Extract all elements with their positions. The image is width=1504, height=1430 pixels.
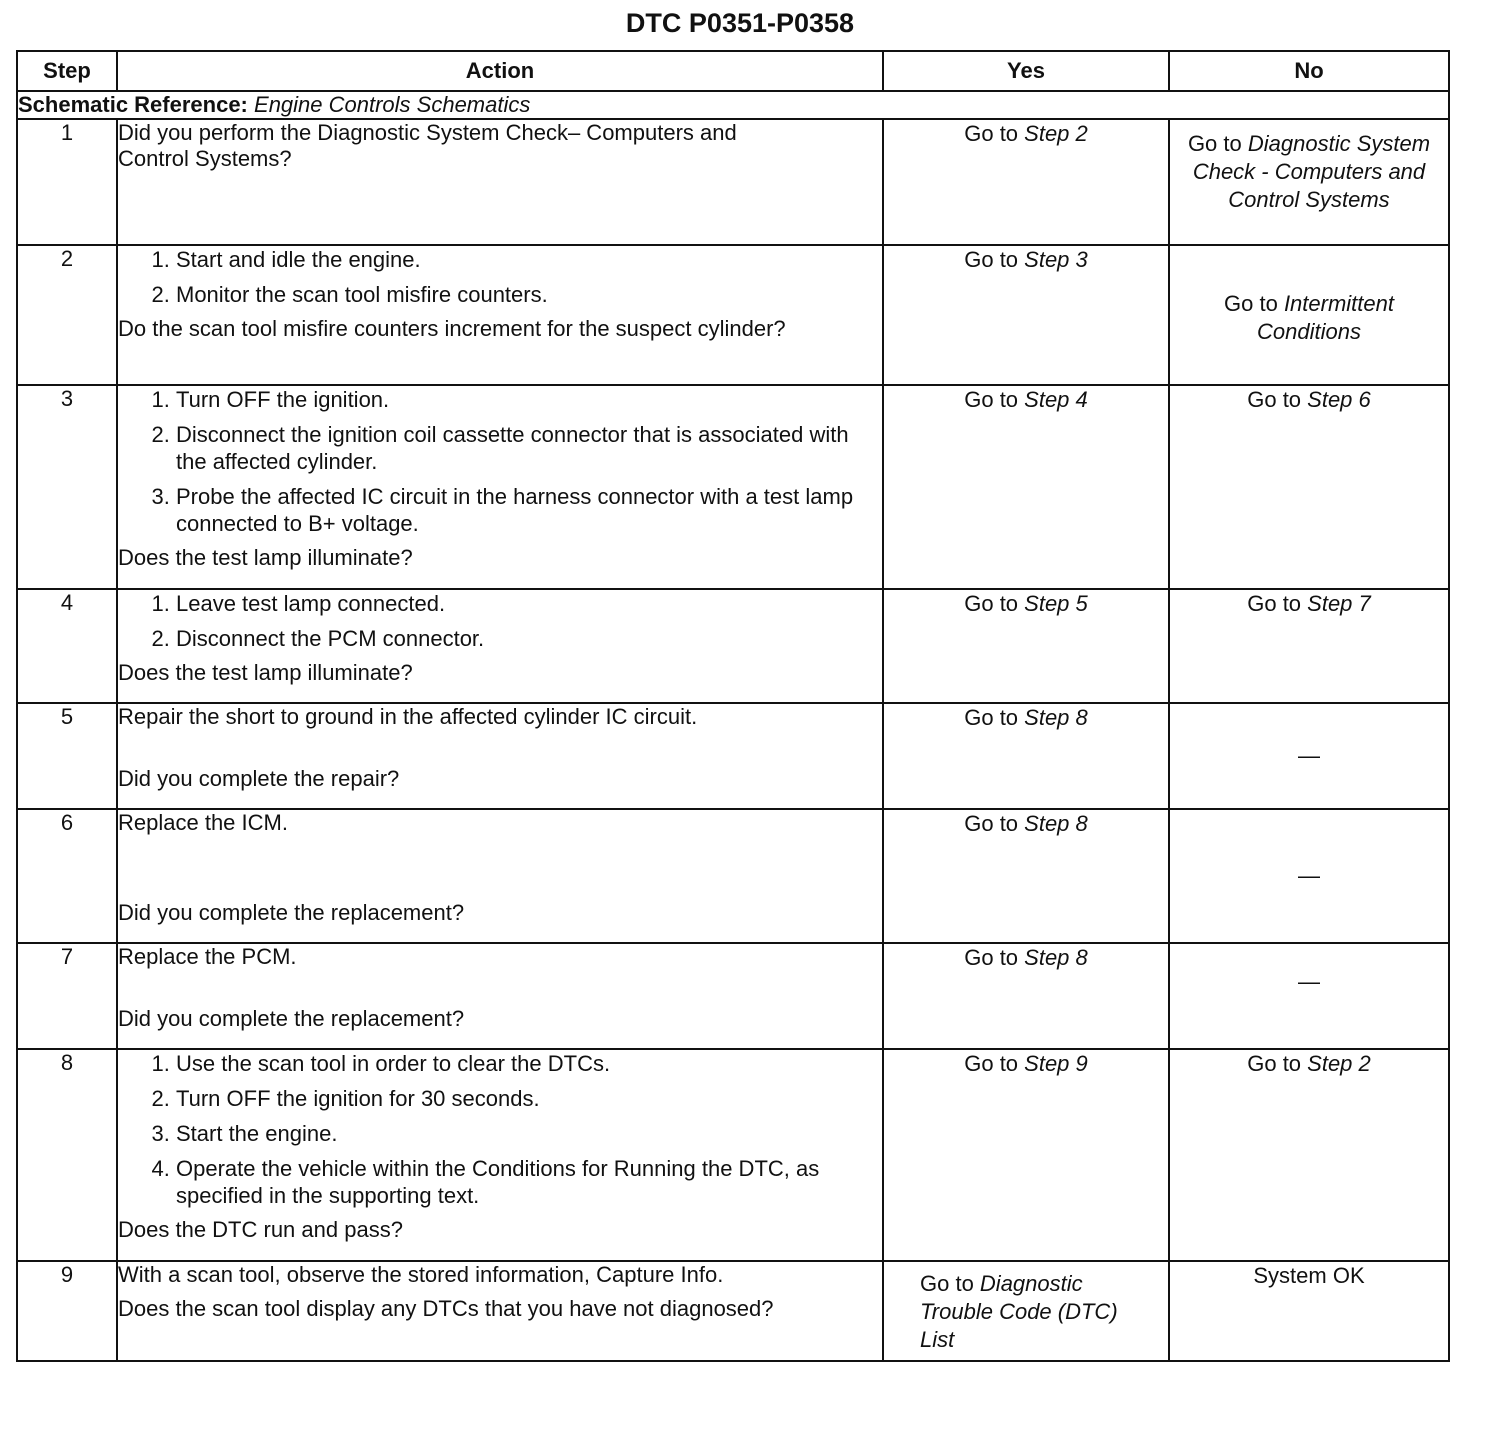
step-number: 5: [17, 703, 117, 809]
header-no: No: [1169, 51, 1449, 91]
yes-cell: [883, 943, 1169, 1049]
action-steps: [118, 590, 882, 652]
action-step: 1. Leave test lamp connected.: [176, 590, 882, 617]
no-cell: [1169, 589, 1449, 703]
table-row: [17, 703, 1449, 809]
table-row: [17, 119, 1449, 245]
action-question: Does the test lamp illuminate?: [118, 545, 413, 570]
yes-target: Step 4: [1024, 387, 1088, 412]
action-text: With a scan tool, observe the stored information, Capture Info.: [118, 1262, 724, 1287]
page-title: DTC P0351-P0358: [625, 8, 855, 38]
yes-prefix: Go to: [964, 591, 1025, 616]
action-question: Did you complete the repair?: [118, 766, 400, 791]
yes-prefix: Go to: [964, 387, 1025, 412]
yes-cell: [883, 589, 1169, 703]
step-number: 6: [17, 809, 117, 943]
action-cell: [117, 1261, 883, 1361]
yes-cell: [883, 703, 1169, 809]
action-cell: [117, 703, 883, 809]
no-cell: [1169, 119, 1449, 245]
table-row: [17, 943, 1449, 1049]
action-cell: [117, 119, 883, 245]
action-cell: [117, 943, 883, 1049]
table-row: [17, 1049, 1449, 1261]
action-question: Did you complete the replacement?: [118, 1006, 465, 1031]
action-text: Replace the ICM.: [118, 810, 288, 835]
yes-prefix: Go to: [964, 1051, 1025, 1076]
no-prefix: Go to: [1247, 387, 1308, 412]
schematic-reference-link: Engine Controls Schematics: [254, 92, 531, 117]
action-cell: [117, 589, 883, 703]
step-number: 9: [17, 1261, 117, 1361]
dtc-table: [16, 50, 1450, 1362]
yes-cell: [883, 385, 1169, 589]
schematic-reference: [17, 91, 1449, 119]
schematic-reference-label: Schematic Reference:: [18, 92, 248, 117]
yes-prefix: Go to: [964, 945, 1025, 970]
action-question: Does the DTC run and pass?: [118, 1217, 403, 1242]
yes-cell: [883, 1049, 1169, 1261]
header-yes: Yes: [883, 51, 1169, 91]
no-prefix: Go to: [1247, 591, 1308, 616]
action-cell: [117, 809, 883, 943]
action-step: 1. Use the scan tool in order to clear the DTCs.: [176, 1050, 882, 1077]
no-cell: —: [1169, 809, 1449, 943]
step-number: 7: [17, 943, 117, 1049]
table-row: [17, 1261, 1449, 1361]
action-text: Repair the short to ground in the affected cylinder IC circuit.: [118, 704, 698, 729]
no-target: Step 2: [1307, 1051, 1371, 1076]
action-steps: [118, 246, 882, 308]
no-target: Diagnostic System Check - Computers and Control Systems: [1192, 131, 1431, 212]
yes-cell: [883, 119, 1169, 245]
yes-target: Step 2: [1024, 121, 1088, 146]
no-target: Intermittent Conditions: [1257, 291, 1394, 344]
yes-cell: [883, 1261, 1169, 1361]
yes-cell: [883, 809, 1169, 943]
header-row: [17, 51, 1449, 91]
action-step: 3. Probe the affected IC circuit in the harness connector with a test lamp connected to B+ voltage.: [176, 483, 882, 537]
action-step: 1. Turn OFF the ignition.: [176, 386, 882, 413]
schematic-reference-row: [17, 91, 1449, 119]
no-prefix: Go to: [1247, 1051, 1308, 1076]
yes-target: Step 3: [1024, 247, 1088, 272]
yes-prefix: Go to: [964, 121, 1025, 146]
action-step: 2. Disconnect the PCM connector.: [176, 625, 882, 652]
action-text: Replace the PCM.: [118, 944, 297, 969]
action-question: Does the test lamp illuminate?: [118, 660, 413, 685]
yes-target: Step 8: [1024, 811, 1088, 836]
yes-target: Step 5: [1024, 591, 1088, 616]
action-cell: [117, 385, 883, 589]
table-row: [17, 245, 1449, 385]
yes-cell: [883, 245, 1169, 385]
no-prefix: Go to: [1224, 291, 1284, 316]
no-cell: System OK: [1169, 1261, 1449, 1361]
action-text: Did you perform the Diagnostic System Check– Computers and Control Systems?: [118, 120, 737, 171]
yes-target: Step 8: [1024, 705, 1088, 730]
no-cell: [1169, 245, 1449, 385]
action-steps: [118, 386, 882, 537]
table-row: [17, 385, 1449, 589]
no-prefix: Go to: [1187, 131, 1248, 156]
no-cell: [1169, 1049, 1449, 1261]
action-steps: [118, 1050, 882, 1209]
action-cell: [117, 245, 883, 385]
yes-target: Diagnostic Trouble Code (DTC) List: [920, 1271, 1118, 1352]
yes-prefix: Go to: [920, 1271, 980, 1296]
no-cell: —: [1169, 703, 1449, 809]
header-action: Action: [117, 51, 883, 91]
no-cell: —: [1169, 943, 1449, 1049]
action-step: 2. Monitor the scan tool misfire counters.: [176, 281, 882, 308]
no-cell: [1169, 385, 1449, 589]
action-step: 3. Start the engine.: [176, 1120, 882, 1147]
action-step: 1. Start and idle the engine.: [176, 246, 882, 273]
table-row: [17, 589, 1449, 703]
yes-prefix: Go to: [964, 811, 1025, 836]
yes-prefix: Go to: [964, 247, 1025, 272]
action-cell: [117, 1049, 883, 1261]
yes-target: Step 8: [1024, 945, 1088, 970]
action-question: Did you complete the replacement?: [118, 900, 465, 925]
step-number: 8: [17, 1049, 117, 1261]
action-step: 2. Disconnect the ignition coil cassette connector that is associated with the affected cylinder.: [176, 421, 882, 475]
step-number: 3: [17, 385, 117, 589]
no-target: Step 7: [1307, 591, 1371, 616]
yes-prefix: Go to: [964, 705, 1025, 730]
no-target: Step 6: [1307, 387, 1371, 412]
yes-target: Step 9: [1024, 1051, 1088, 1076]
step-number: 4: [17, 589, 117, 703]
action-question: Does the scan tool display any DTCs that you have not diagnosed?: [118, 1296, 774, 1321]
step-number: 1: [17, 119, 117, 245]
step-number: 2: [17, 245, 117, 385]
table-row: [17, 809, 1449, 943]
action-step: 4. Operate the vehicle within the Conditions for Running the DTC, as specified in the supporting text.: [176, 1155, 882, 1209]
header-step: Step: [17, 51, 117, 91]
action-question: Do the scan tool misfire counters increment for the suspect cylinder?: [118, 316, 786, 341]
action-step: 2. Turn OFF the ignition for 30 seconds.: [176, 1085, 882, 1112]
